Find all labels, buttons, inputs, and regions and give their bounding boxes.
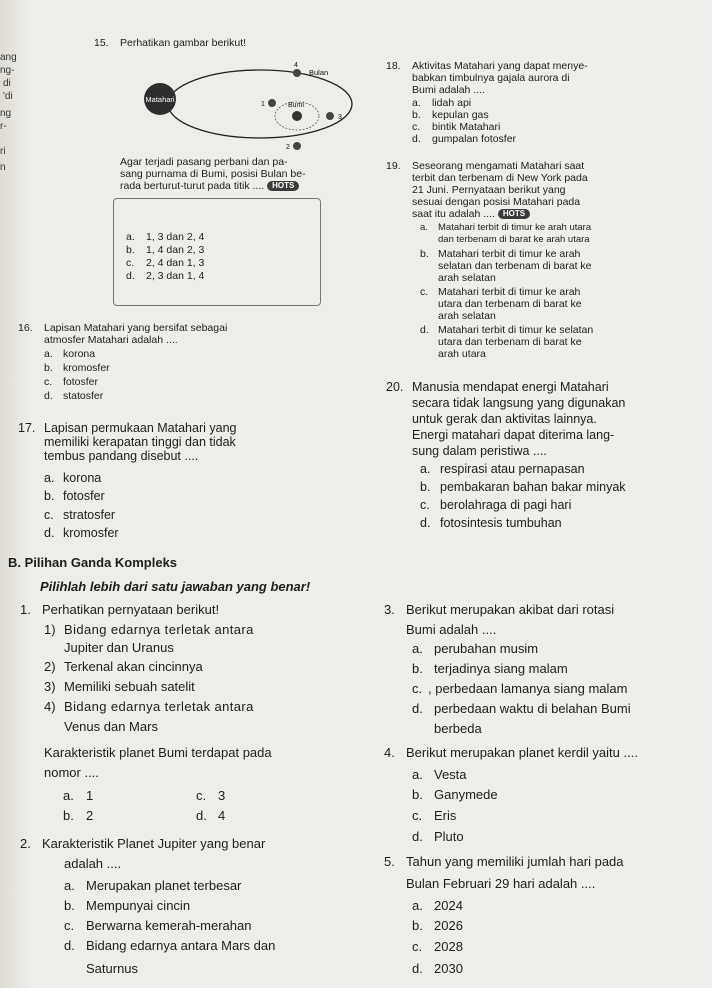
b1-statement-1-num: 1) bbox=[44, 622, 56, 637]
q17-option-a[interactable]: korona bbox=[63, 471, 102, 485]
b2-option-d-cont[interactable]: Saturnus bbox=[86, 961, 139, 976]
b5-option-a[interactable]: 2024 bbox=[434, 898, 463, 913]
q19-line-5: saat itu adalah .... bbox=[412, 208, 495, 220]
b2-line: Karakteristik Planet Jupiter yang benar bbox=[42, 836, 266, 851]
q17-option-b-letter[interactable]: b. bbox=[44, 489, 55, 503]
q17-option-a-letter[interactable]: a. bbox=[44, 471, 55, 485]
b1-statement-3: Memiliki sebuah satelit bbox=[64, 679, 195, 694]
q19-option-a-line[interactable]: dan terbenam di barat ke arah utara bbox=[438, 234, 590, 245]
q16-option-a[interactable]: korona bbox=[63, 348, 96, 360]
q15-text-line: Agar terjadi pasang perbani dan pa- bbox=[120, 156, 288, 168]
b4-number: 4. bbox=[384, 745, 395, 760]
b2-option-d[interactable]: Bidang edarnya antara Mars dan bbox=[86, 938, 276, 953]
sun-label: Matahari bbox=[145, 95, 175, 104]
q16-option-c-letter[interactable]: c. bbox=[44, 376, 53, 388]
q15-option-c[interactable]: 2, 4 dan 1, 3 bbox=[146, 257, 205, 269]
q19-option-d-letter[interactable]: d. bbox=[420, 324, 429, 336]
b1-prompt: Perhatikan pernyataan berikut! bbox=[42, 602, 220, 617]
earth-label: Bumi bbox=[288, 102, 304, 109]
b5-line: Bulan Februari 29 hari adalah .... bbox=[406, 876, 596, 891]
q19-option-d-line[interactable]: arah utara bbox=[438, 348, 486, 360]
q18-option-a-letter[interactable]: a. bbox=[412, 97, 421, 109]
b2-option-b[interactable]: Mempunyai cincin bbox=[86, 898, 191, 913]
q16-option-d[interactable]: statosfer bbox=[63, 390, 104, 402]
b1-statement-2: Terkenal akan cincinnya bbox=[64, 659, 203, 674]
b4-prompt: Berikut merupakan planet kerdil yaitu .... bbox=[406, 745, 638, 760]
q17-line: Lapisan permukaan Matahari yang bbox=[44, 421, 237, 435]
q19-line: Seseorang mengamati Matahari saat bbox=[412, 160, 585, 172]
edge-fragment: ng- bbox=[0, 65, 15, 76]
b3-option-b-letter[interactable]: b. bbox=[412, 661, 423, 676]
q16-option-a-letter[interactable]: a. bbox=[44, 348, 53, 360]
q20-line: secara tidak langsung yang digunakan bbox=[412, 396, 626, 410]
q20-line: untuk gerak dan aktivitas lainnya. bbox=[412, 412, 597, 426]
q18-option-c[interactable]: bintik Matahari bbox=[432, 121, 501, 133]
b2-option-a-letter[interactable]: a. bbox=[64, 878, 75, 893]
q19-line: terbit dan terbenam di New York pada bbox=[412, 172, 588, 184]
section-b-title: B. Pilihan Ganda Kompleks bbox=[8, 555, 178, 570]
b1-statement-1: Bidang edarnya terletak antara bbox=[64, 622, 254, 637]
q19-option-c-line[interactable]: utara dan terbenam di barat ke bbox=[438, 298, 582, 310]
q15-option-a-letter[interactable]: a. bbox=[126, 231, 135, 243]
q20-line: sung dalam peristiwa .... bbox=[412, 444, 547, 458]
moon-position-1 bbox=[268, 99, 276, 107]
q19-number: 19. bbox=[386, 160, 401, 172]
q19-option-b-line[interactable]: Matahari terbit di timur ke arah bbox=[438, 248, 581, 260]
b4-option-d-letter[interactable]: d. bbox=[412, 829, 423, 844]
b5-option-d-letter[interactable]: d. bbox=[412, 961, 423, 976]
b1-statement-3-num: 3) bbox=[44, 679, 56, 694]
b2-option-c-letter[interactable]: c. bbox=[64, 918, 75, 933]
b3-option-d-letter[interactable]: d. bbox=[412, 701, 423, 716]
q16-line: Lapisan Matahari yang bersifat sebagai bbox=[44, 322, 228, 334]
b1-option-a[interactable]: 1 bbox=[86, 788, 94, 803]
b5-option-d[interactable]: 2030 bbox=[434, 961, 463, 976]
b3-option-c-letter[interactable]: c. bbox=[412, 681, 423, 696]
b1-option-c[interactable]: 3 bbox=[218, 788, 226, 803]
b5-option-b[interactable]: 2026 bbox=[434, 918, 463, 933]
hots-badge: HOTS bbox=[267, 181, 299, 191]
b5-option-c[interactable]: 2028 bbox=[434, 939, 463, 954]
b1-option-b[interactable]: 2 bbox=[86, 808, 94, 823]
q20-option-b[interactable]: pembakaran bahan bakar minyak bbox=[440, 480, 626, 494]
b1-option-a-letter[interactable]: a. bbox=[63, 788, 74, 803]
edge-fragment: di bbox=[3, 78, 11, 89]
moon-position-3-label: 3 bbox=[338, 114, 342, 121]
earth-orbit bbox=[168, 70, 352, 138]
q19-option-b-line[interactable]: selatan dan terbenam di barat ke bbox=[438, 260, 592, 272]
q20-line: Manusia mendapat energi Matahari bbox=[412, 380, 609, 394]
q16-option-b-letter[interactable]: b. bbox=[44, 362, 53, 374]
b4-option-d[interactable]: Pluto bbox=[434, 829, 464, 844]
q15-option-b[interactable]: 1, 4 dan 2, 3 bbox=[146, 244, 205, 256]
q18-option-b[interactable]: kepulan gas bbox=[432, 109, 489, 121]
b5-line: Tahun yang memiliki jumlah hari pada bbox=[406, 854, 624, 869]
q20-line: Energi matahari dapat diterima lang- bbox=[412, 428, 615, 442]
moon-position-2 bbox=[293, 142, 301, 150]
q19-option-a-line[interactable]: Matahari terbit di timur ke arah utara bbox=[438, 222, 592, 233]
b3-line: Berikut merupakan akibat dari rotasi bbox=[406, 602, 615, 617]
q20-option-d[interactable]: fotosintesis tumbuhan bbox=[440, 516, 562, 530]
moon-position-4 bbox=[293, 69, 301, 77]
b3-number: 3. bbox=[384, 602, 395, 617]
b4-option-c[interactable]: Eris bbox=[434, 808, 457, 823]
b2-number: 2. bbox=[20, 836, 31, 851]
b2-option-b-letter[interactable]: b. bbox=[64, 898, 75, 913]
moon-position-1-label: 1 bbox=[261, 101, 265, 108]
q20-option-a-letter[interactable]: a. bbox=[420, 462, 431, 476]
b2-line: adalah .... bbox=[64, 856, 122, 871]
edge-fragment: ri bbox=[0, 146, 6, 157]
b4-option-a-letter[interactable]: a. bbox=[412, 767, 423, 782]
q15-option-d[interactable]: 2, 3 dan 1, 4 bbox=[146, 270, 205, 282]
q17-option-c-letter[interactable]: c. bbox=[44, 508, 54, 522]
q15-orbit-diagram bbox=[112, 46, 382, 154]
q19-line: 21 Juni. Pernyataan berikut yang bbox=[412, 184, 566, 196]
q17-option-c[interactable]: stratosfer bbox=[63, 508, 116, 522]
q17-option-d[interactable]: kromosfer bbox=[63, 526, 119, 540]
b2-option-d-letter[interactable]: d. bbox=[64, 938, 75, 953]
edge-fragment: 'di bbox=[3, 91, 13, 102]
q16-number: 16. bbox=[18, 322, 33, 334]
q17-option-b[interactable]: fotosfer bbox=[63, 489, 105, 503]
b1-statement-4-num: 4) bbox=[44, 699, 56, 714]
q18-line: Bumi adalah .... bbox=[412, 84, 485, 96]
q20-option-b-letter[interactable]: b. bbox=[420, 480, 431, 494]
b2-option-a[interactable]: Merupakan planet terbesar bbox=[86, 878, 242, 893]
q19-option-c-line[interactable]: Matahari terbit di timur ke arah bbox=[438, 286, 581, 298]
q17-line: memiliki kerapatan tinggi dan tidak bbox=[44, 435, 236, 449]
edge-fragment: r- bbox=[0, 121, 7, 132]
edge-fragment: ng bbox=[0, 108, 12, 119]
b3-option-d-cont[interactable]: berbeda bbox=[434, 721, 482, 736]
q15-prompt: Perhatikan gambar berikut! bbox=[120, 37, 247, 49]
b4-option-a[interactable]: Vesta bbox=[434, 767, 467, 782]
b5-option-a-letter[interactable]: a. bbox=[412, 898, 423, 913]
b1-option-d-letter[interactable]: d. bbox=[196, 808, 207, 823]
q18-option-c-letter[interactable]: c. bbox=[412, 121, 421, 133]
q18-line: babkan timbulnya gajala aurora di bbox=[412, 72, 570, 84]
q16-option-c[interactable]: fotosfer bbox=[63, 376, 99, 388]
moon-position-4-label: 4 bbox=[294, 62, 298, 69]
q16-option-d-letter[interactable]: d. bbox=[44, 390, 53, 402]
moon-label: Bulan bbox=[309, 68, 329, 77]
q19-option-c-letter[interactable]: c. bbox=[420, 286, 429, 298]
b4-option-b[interactable]: Ganymede bbox=[434, 787, 498, 802]
q18-number: 18. bbox=[386, 60, 401, 72]
b1-option-c-letter[interactable]: c. bbox=[196, 788, 207, 803]
b1-number: 1. bbox=[20, 602, 31, 617]
edge-fragment: ang bbox=[0, 52, 17, 63]
q17-number: 17. bbox=[18, 421, 36, 435]
q19-line: sesuai dengan posisi Matahari pada bbox=[412, 196, 581, 208]
q19-option-a-letter[interactable]: a. bbox=[420, 222, 428, 233]
q18-option-a[interactable]: lidah api bbox=[432, 97, 472, 109]
b3-option-a-letter[interactable]: a. bbox=[412, 641, 423, 656]
b1-option-b-letter[interactable]: b. bbox=[63, 808, 74, 823]
q19-option-d-line[interactable]: Matahari terbit di timur ke selatan bbox=[438, 324, 594, 336]
q15-option-d-letter[interactable]: d. bbox=[126, 270, 135, 282]
moon-position-2-label: 2 bbox=[286, 144, 290, 151]
b3-option-c[interactable]: , perbedaan lamanya siang malam bbox=[428, 681, 628, 696]
q19-option-b-letter[interactable]: b. bbox=[420, 248, 429, 260]
q19-option-b-line[interactable]: arah selatan bbox=[438, 272, 496, 284]
b1-statement-1-cont: Jupiter dan Uranus bbox=[64, 640, 174, 655]
q15-option-a[interactable]: 1, 3 dan 2, 4 bbox=[146, 231, 205, 243]
q20-option-c-letter[interactable]: c. bbox=[420, 498, 430, 512]
b1-question-line: Karakteristik planet Bumi terdapat pada bbox=[44, 745, 272, 760]
q15-option-c-letter[interactable]: c. bbox=[126, 257, 135, 269]
q18-option-b-letter[interactable]: b. bbox=[412, 109, 421, 121]
b1-statement-4: Bidang edarnya terletak antara bbox=[64, 699, 254, 714]
q15-number: 15. bbox=[94, 37, 109, 49]
q18-option-d-letter[interactable]: d. bbox=[412, 133, 421, 145]
b5-number: 5. bbox=[384, 854, 395, 869]
q17-line: tembus pandang disebut .... bbox=[44, 449, 199, 463]
moon-position-3 bbox=[326, 112, 334, 120]
q15-text-line-3: rada berturut-turut pada titik .... bbox=[120, 180, 265, 192]
b5-option-c-letter[interactable]: c. bbox=[412, 939, 423, 954]
b1-statement-4-cont: Venus dan Mars bbox=[64, 719, 158, 734]
q19-option-d-line[interactable]: utara dan terbenam di barat ke bbox=[438, 336, 582, 348]
q16-line: atmosfer Matahari adalah .... bbox=[44, 334, 178, 346]
q15-text-line bbox=[120, 180, 299, 192]
b1-question-line: nomor .... bbox=[44, 765, 99, 780]
q20-number: 20. bbox=[386, 380, 404, 394]
b1-option-d[interactable]: 4 bbox=[218, 808, 226, 823]
earth-icon bbox=[292, 111, 302, 121]
b4-option-b-letter[interactable]: b. bbox=[412, 787, 423, 802]
q16-option-b[interactable]: kromosfer bbox=[63, 362, 110, 374]
q19-line bbox=[412, 208, 530, 220]
q18-line: Aktivitas Matahari yang dapat menye- bbox=[412, 60, 588, 72]
q20-option-a[interactable]: respirasi atau pernapasan bbox=[440, 462, 585, 476]
hots-badge: HOTS bbox=[498, 209, 530, 219]
q17-option-d-letter[interactable]: d. bbox=[44, 526, 55, 540]
section-b-instruction: Pilihlah lebih dari satu jawaban yang benar! bbox=[40, 579, 311, 594]
q20-option-d-letter[interactable]: d. bbox=[420, 516, 431, 530]
q20-option-c[interactable]: berolahraga di pagi hari bbox=[440, 498, 572, 512]
q18-option-d[interactable]: gumpalan fotosfer bbox=[432, 133, 517, 145]
b5-option-b-letter[interactable]: b. bbox=[412, 918, 423, 933]
b4-option-c-letter[interactable]: c. bbox=[412, 808, 423, 823]
q15-text-line: sang purnama di Bumi, posisi Bulan be- bbox=[120, 168, 306, 180]
b3-option-b[interactable]: terjadinya siang malam bbox=[434, 661, 568, 676]
q15-option-b-letter[interactable]: b. bbox=[126, 244, 135, 256]
q15-options-box bbox=[113, 198, 321, 306]
b3-line: Bumi adalah .... bbox=[406, 622, 497, 637]
b3-option-d[interactable]: perbedaan waktu di belahan Bumi bbox=[434, 701, 631, 716]
edge-fragment: n bbox=[0, 162, 6, 173]
b1-statement-2-num: 2) bbox=[44, 659, 56, 674]
b3-option-a[interactable]: perubahan musim bbox=[434, 641, 539, 656]
b2-option-c[interactable]: Berwarna kemerah-merahan bbox=[86, 918, 252, 933]
q19-option-c-line[interactable]: arah selatan bbox=[438, 310, 496, 322]
